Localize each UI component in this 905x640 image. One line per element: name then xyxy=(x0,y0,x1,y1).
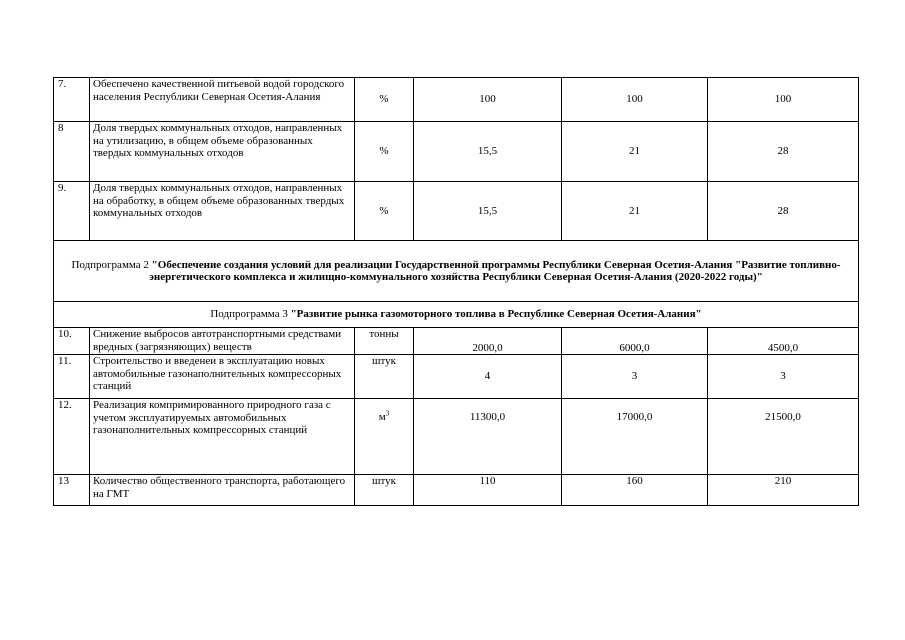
row-number: 8 xyxy=(54,122,90,182)
subprogram-title: "Развитие рынка газомоторного топлива в Республике Северная Осетия-Алания" xyxy=(290,308,702,321)
unit-cell: штук xyxy=(355,475,414,506)
value-cell-2: 100 xyxy=(562,78,708,122)
value-cell-3: 3 xyxy=(708,355,859,399)
value-cell-3: 4500,0 xyxy=(708,328,859,355)
subprogram-3-heading xyxy=(54,302,859,328)
value-cell-3: 21500,0 xyxy=(708,399,859,475)
value-cell-3: 100 xyxy=(708,78,859,122)
unit-cell: % xyxy=(355,122,414,182)
value-cell-1: 2000,0 xyxy=(414,328,562,355)
unit-text: м xyxy=(378,411,386,423)
subprogram-2-heading xyxy=(54,241,859,302)
value-cell-3: 28 xyxy=(708,182,859,241)
table-row xyxy=(54,122,859,182)
indicator-name: Снижение выбросов автотранспортными средствами вредных (загрязняющих) веществ xyxy=(90,328,355,355)
value-cell-2: 21 xyxy=(562,182,708,241)
subprogram-prefix: Подпрограмма 2 xyxy=(71,258,152,271)
value-cell-1: 110 xyxy=(414,475,562,506)
indicator-name: Реализация компримированного природного газа с учетом эксплуатируемых автомобильных газонаполнительных компрессорных станций xyxy=(90,399,355,475)
indicator-name: Обеспечено качественной питьевой водой городского населения Республики Северная Осетия-Алания xyxy=(90,78,355,122)
indicator-name: Количество общественного транспорта, работающего на ГМТ xyxy=(90,475,355,506)
value-cell-1: 15,5 xyxy=(414,182,562,241)
unit-cell: тонны xyxy=(355,328,414,355)
subprogram-row xyxy=(54,302,859,328)
value-cell-2: 160 xyxy=(562,475,708,506)
unit-cell: % xyxy=(355,78,414,122)
value-cell-3: 210 xyxy=(708,475,859,506)
indicator-name: Доля твердых коммунальных отходов, направленных на утилизацию, в общем объеме образованных твердых коммунальных отходов xyxy=(90,122,355,182)
subprogram-prefix: Подпрограмма 3 xyxy=(210,308,291,321)
table-row xyxy=(54,355,859,399)
value-cell-1: 100 xyxy=(414,78,562,122)
indicator-name: Строительство и введенеи в эксплуатацию новых автомобильные газонаполнительных компрессорных станций xyxy=(90,355,355,399)
table-row xyxy=(54,182,859,241)
value-cell-1: 15,5 xyxy=(414,122,562,182)
value-cell-1: 11300,0 xyxy=(414,399,562,475)
value-cell-2: 17000,0 xyxy=(562,399,708,475)
indicator-name: Доля твердых коммунальных отходов, направленных на обработку, в общем объеме образованных твердых коммунальных отходов xyxy=(90,182,355,241)
value-cell-1: 4 xyxy=(414,355,562,399)
value-cell-2: 21 xyxy=(562,122,708,182)
indicators-table xyxy=(53,77,859,506)
subprogram-title: "Обеспечение создания условий для реализации Государственной программы Республики Северная Осетия-Алания "Развитие топливно-энергетического комплекса и жилищно-коммунального хозяйства Республики Северная Осетия-Алания (2020-2022 годы)" xyxy=(149,258,841,283)
unit-cell xyxy=(355,399,414,475)
row-number: 9. xyxy=(54,182,90,241)
row-number: 7. xyxy=(54,78,90,122)
table-row xyxy=(54,78,859,122)
table-row xyxy=(54,399,859,475)
value-cell-2: 6000,0 xyxy=(562,328,708,355)
row-number: 11. xyxy=(54,355,90,399)
unit-cell: % xyxy=(355,182,414,241)
value-cell-2: 3 xyxy=(562,355,708,399)
row-number: 12. xyxy=(54,399,90,475)
unit-cell: штук xyxy=(355,355,414,399)
value-cell-3: 28 xyxy=(708,122,859,182)
row-number: 10. xyxy=(54,328,90,355)
table-row xyxy=(54,475,859,506)
row-number: 13 xyxy=(54,475,90,506)
unit-superscript: 3 xyxy=(385,409,390,418)
table-row xyxy=(54,328,859,355)
subprogram-row xyxy=(54,241,859,302)
